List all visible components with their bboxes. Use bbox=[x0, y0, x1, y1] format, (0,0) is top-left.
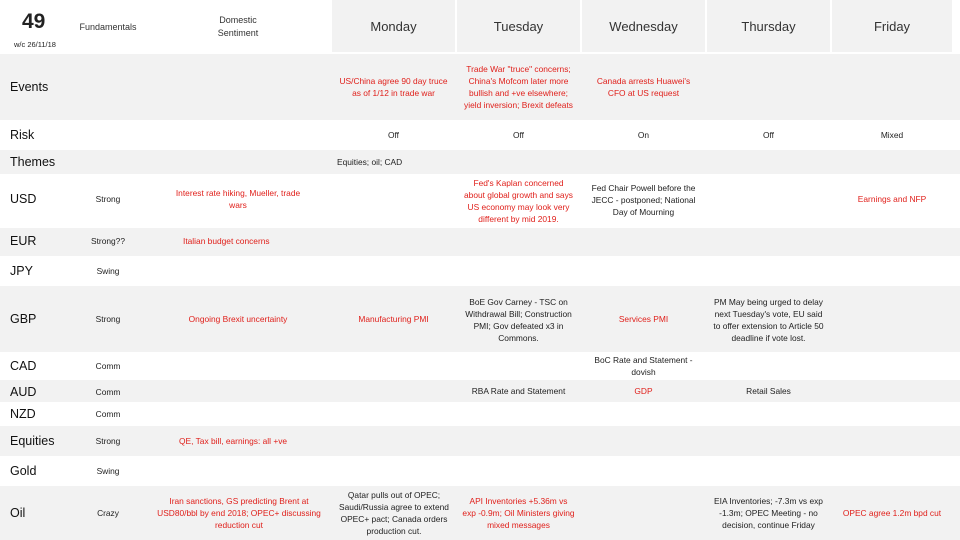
oil-monday: Qatar pulls out of OPEC; Saudi/Russia agree to extend OPEC+ pact; Canada orders production cut. bbox=[339, 490, 449, 536]
header-friday: Friday bbox=[873, 19, 911, 34]
row-band-themes bbox=[0, 150, 960, 174]
oil-friday: OPEC agree 1.2m bpd cut bbox=[842, 508, 942, 518]
fundamentals-header: Fundamentals bbox=[79, 22, 137, 32]
row-band-eur bbox=[0, 228, 960, 256]
row-label-eur: EUR bbox=[10, 234, 37, 248]
row-label-jpy: JPY bbox=[10, 264, 33, 278]
row-band-equities bbox=[0, 426, 960, 456]
sentiment-oil: Iran sanctions, GS predicting Brent at USD80/bbl by end 2018; OPEC+ discussing reduction cut bbox=[157, 496, 321, 530]
aud-thursday: Retail Sales bbox=[746, 386, 791, 396]
strength-eur: Strong?? bbox=[91, 236, 125, 246]
usd-friday: Earnings and NFP bbox=[857, 194, 927, 204]
strength-gold: Swing bbox=[96, 466, 120, 476]
sentiment-equities: QE, Tax bill, earnings: all +ve bbox=[179, 436, 288, 446]
gbp-wednesday: Services PMI bbox=[618, 314, 669, 324]
cad-wednesday: BoC Rate and Statement - dovish bbox=[594, 355, 693, 377]
header-thursday: Thursday bbox=[741, 19, 796, 34]
header-monday: Monday bbox=[370, 19, 417, 34]
gbp-tuesday: BoE Gov Carney - TSC on Withdrawal Bill; Construction PMI; Gov defeated x3 in Commons. bbox=[465, 297, 572, 343]
sentiment-header: Domestic Sentiment bbox=[217, 15, 259, 38]
risk-thursday: Off bbox=[762, 130, 775, 140]
gbp-monday: Manufacturing PMI bbox=[358, 314, 429, 324]
sentiment-gbp: Ongoing Brexit uncertainty bbox=[188, 314, 288, 324]
events-tuesday: Trade War "truce" concerns; China's Mofcom later more bullish and +ve elsewhere; yield inversion; Brexit defeats bbox=[464, 64, 573, 110]
row-label-events: Events bbox=[10, 80, 49, 94]
strength-cad: Comm bbox=[95, 361, 121, 371]
week-number: 49 bbox=[22, 10, 46, 33]
aud-tuesday: RBA Rate and Statement bbox=[471, 386, 566, 396]
oil-thursday: EIA Inventories; -7.3m vs exp -1.3m; OPEC Meeting - no decision, continue Friday bbox=[714, 496, 823, 530]
strength-aud: Comm bbox=[95, 387, 121, 397]
sentiment-usd: Interest rate hiking, Mueller, trade wars bbox=[175, 188, 301, 210]
row-label-equities: Equities bbox=[10, 434, 55, 448]
row-label-cad: CAD bbox=[10, 359, 37, 373]
strength-usd: Strong bbox=[95, 194, 121, 204]
row-label-gbp: GBP bbox=[10, 312, 37, 326]
risk-monday: Off bbox=[387, 130, 400, 140]
week-commencing: w/c 26/11/18 bbox=[14, 40, 56, 49]
strength-oil: Crazy bbox=[97, 508, 119, 518]
strength-nzd: Comm bbox=[95, 409, 121, 419]
row-label-usd: USD bbox=[10, 192, 37, 206]
risk-tuesday: Off bbox=[512, 130, 525, 140]
events-wednesday: Canada arrests Huawei's CFO at US request bbox=[596, 76, 691, 98]
oil-tuesday: API Inventories +5.36m vs exp -0.9m; Oil Ministers giving mixed messages bbox=[462, 496, 575, 530]
gbp-thursday: PM May being urged to delay next Tuesday's vote, EU said to offer extension to Article 50 deadline if vote lost. bbox=[713, 297, 824, 343]
row-label-gold: Gold bbox=[10, 464, 37, 478]
row-label-nzd: NZD bbox=[10, 407, 36, 421]
themes-text: Equities; oil; CAD bbox=[337, 157, 403, 167]
row-label-oil: Oil bbox=[10, 506, 26, 520]
usd-wednesday: Fed Chair Powell before the JECC - postponed; National Day of Mourning bbox=[591, 183, 696, 217]
risk-friday: Mixed bbox=[880, 130, 904, 140]
risk-wednesday: On bbox=[637, 130, 650, 140]
strength-jpy: Swing bbox=[96, 266, 120, 276]
row-label-risk: Risk bbox=[10, 128, 35, 142]
row-label-themes: Themes bbox=[10, 155, 56, 169]
strength-gbp: Strong bbox=[95, 314, 121, 324]
strength-equities: Strong bbox=[95, 436, 121, 446]
sentiment-eur: Italian budget concerns bbox=[183, 236, 270, 246]
header-tuesday: Tuesday bbox=[493, 19, 544, 34]
row-label-aud: AUD bbox=[10, 385, 37, 399]
aud-wednesday: GDP bbox=[634, 386, 653, 396]
events-monday: US/China agree 90 day truce as of 1/12 in trade war bbox=[339, 76, 448, 98]
usd-tuesday: Fed's Kaplan concerned about global growth and says US economy may look very different by mid 2019. bbox=[464, 178, 573, 224]
header-wednesday: Wednesday bbox=[609, 19, 678, 34]
